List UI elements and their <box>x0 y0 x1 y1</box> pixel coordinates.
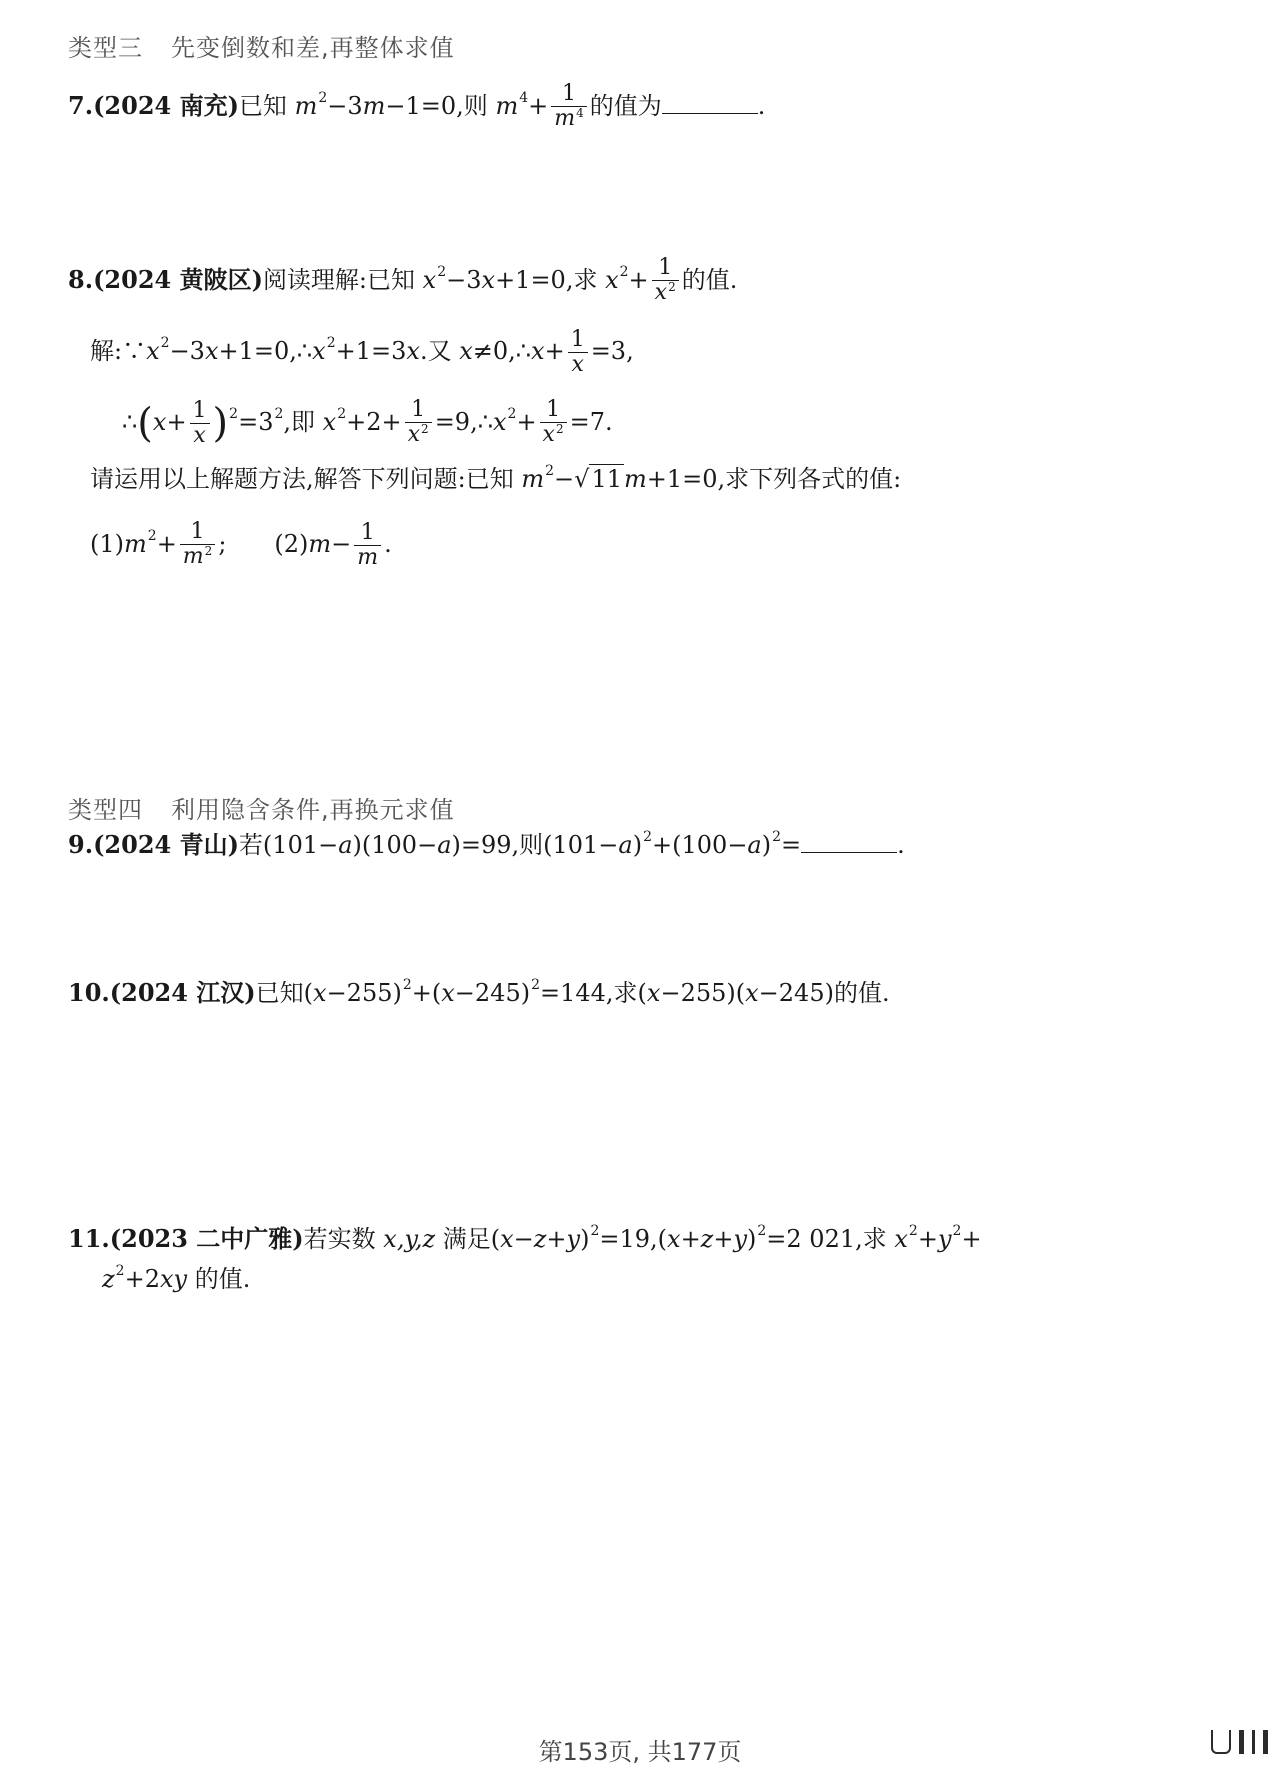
question-8: 8.(2024 黄陂区)阅读理解:已知 $x^2-3x+1=0$,求 $x^2+$ $\frac{1}{x^2}$ 的值. <box>68 255 738 305</box>
question-8-subparts: $(1)m^2+$ $\frac{1}{m^2}$ ; (2)m− $\frac{1}{m}$ . <box>90 519 392 570</box>
section-heading-type4 <box>68 790 455 825</box>
divider-icon <box>1252 1730 1255 1754</box>
fraction: $\frac{1}{m}$ <box>354 521 381 570</box>
question-number: 11. <box>68 1224 110 1253</box>
question-number: 10. <box>68 978 110 1007</box>
question-9: 9.(2024 青山)若(101−a)(100−a)=99,则$(101-a)^2+(100-a)^2=$ . <box>68 829 905 859</box>
section-title: 先变倒数和差,再整体求值 <box>171 34 455 62</box>
question-source: (2024 南充) <box>93 91 239 120</box>
menu-icon[interactable] <box>1263 1730 1268 1754</box>
question-11: 11.(2023 二中广雅)若实数 x,y,z 满足$(x-z+y)^2=19,(x+z+y)^2=2$ 021,求 $x^2+y^2+$ <box>68 1223 982 1253</box>
fraction: $\frac{1}{x^2}$ <box>652 256 679 307</box>
fraction: $\frac{1}{m^2}$ <box>180 520 216 571</box>
question-number: 9. <box>68 830 94 859</box>
question-number: 7. <box>68 91 94 120</box>
question-number: 8. <box>68 265 94 294</box>
page-indicator: 第153页, 共177页 <box>538 1738 742 1766</box>
viewer-toolbar <box>1211 1730 1268 1754</box>
answer-blank[interactable] <box>662 89 758 114</box>
fraction: $\frac{1}{m^4}$ <box>551 82 587 133</box>
fraction: $\frac{1}{x}$ <box>568 328 588 377</box>
fraction: $\frac{1}{x^2}$ <box>405 398 432 449</box>
solution-line-2: ∴(x+ $\frac{1}{x}$ )$^2=3^2$,即 $x^2+2+$ $\frac{1}{x^2}$ $=9,\therefore x^2+$ $\frac{1}{x^2}$ =7. <box>122 397 613 448</box>
section-title: 利用隐含条件,再换元求值 <box>171 796 455 824</box>
fraction: $\frac{1}{x^2}$ <box>540 398 567 449</box>
section-label: 类型四 <box>68 796 143 824</box>
question-source: (2024 黄陂区) <box>93 265 263 294</box>
fraction: $\frac{1}{x}$ <box>190 399 210 448</box>
question-8-prompt: 请运用以上解题方法,解答下列问题:已知 $m^2-√11m+1=0$,求下列各式的值: <box>90 463 902 493</box>
answer-blank[interactable] <box>801 828 897 853</box>
question-7: 7.(2024 南充)已知 $m^2-3m-1=0$,则 $m^4+$ $\frac{1}{m^4}$ 的值为 . <box>68 81 766 131</box>
bookmark-icon[interactable] <box>1211 1730 1231 1754</box>
solution-line-1: 解$:\because x^2-3x+1=0,\therefore x^2+1=3x$.又 x≠0,∴x+ $\frac{1}{x}$ =3, <box>90 327 634 377</box>
question-source: (2023 二中广雅) <box>109 1224 304 1253</box>
section-label: 类型三 <box>68 34 143 62</box>
question-source: (2024 江汉) <box>109 978 256 1007</box>
question-10: 10.(2024 江汉)已知$(x-255)^2+(x-245)^2=144$,求(x−255)(x−245)的值. <box>68 977 890 1007</box>
question-11-line-2: $z^2+2xy$ 的值. <box>102 1263 251 1293</box>
scroll-handle-icon[interactable] <box>1239 1730 1244 1754</box>
question-source: (2024 青山) <box>93 830 239 859</box>
section-heading-type3 <box>68 28 455 63</box>
